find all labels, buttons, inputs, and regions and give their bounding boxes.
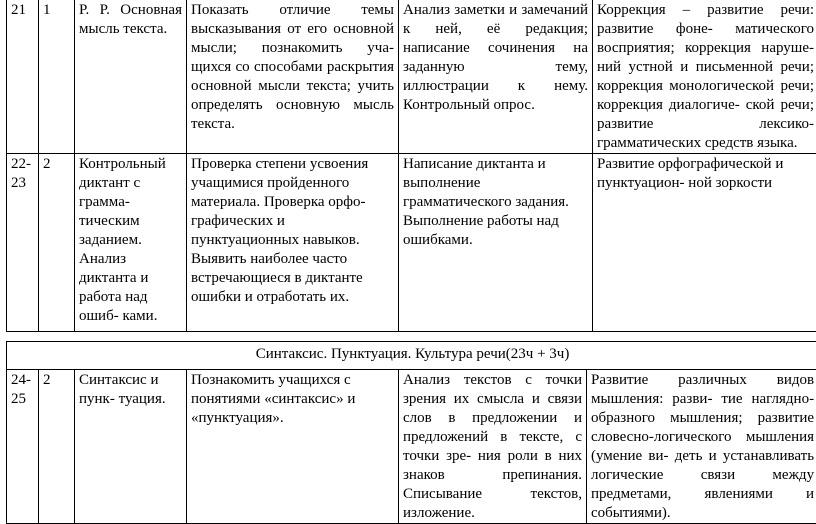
hours-count: 2 <box>39 154 75 332</box>
table-row <box>7 154 816 332</box>
lesson-topic: Контрольный диктант с грамма- тическим заданием. Анализ диктанта и работа над ошиб- ками. <box>75 154 187 332</box>
lesson-topic: Р. Р. Основная мысль текста. <box>75 0 187 154</box>
hours-count: 1 <box>39 0 75 154</box>
correction-work: Развитие орфографической и пунктуацион- ной зоркости <box>593 154 816 332</box>
lesson-activities: Анализ текстов с точки зрения их смысла и связи слов в предложении и предложений в тексте, с точки зре- ния роли в них знаков препинания. Списывание текстов, изложение. <box>399 370 587 524</box>
lesson-activities: Анализ заметки и замечаний к ней, её редакция; написание сочинения на заданную тему, иллюстрации к нему. Контрольный опрос. <box>399 0 593 154</box>
lesson-plan-table-section <box>6 341 816 524</box>
lesson-number: 21 <box>7 0 39 154</box>
lesson-number: 22-23 <box>7 154 39 332</box>
lesson-goals: Показать отличие темы высказывания от его основной мысли; познакомить уча- щихся со способами раскрытия основной мысли текста; учить определять основную мысль текста. <box>187 0 399 154</box>
table-row <box>7 0 816 154</box>
hours-count: 2 <box>39 370 75 524</box>
table-row <box>7 370 816 524</box>
lesson-plan-table <box>6 0 816 332</box>
correction-work: Развитие различных видов мышления: разви- тие наглядно-образного мышления; развитие словесно-логического мышления (умение ви- деть и устанавливать логические связи между предметами, явлениями и событиями). <box>587 370 816 524</box>
lesson-goals: Проверка степени усвоения учащимися пройденного материала. Проверка орфо- графических и пунктуационных навыков. Выявить наиболее часто встречающиеся в диктанте ошибки и отработать их. <box>187 154 399 332</box>
section-title: Синтаксис. Пунктуация. Культура речи(23ч + 3ч) <box>7 342 816 370</box>
lesson-number: 24-25 <box>7 370 39 524</box>
lesson-topic: Синтаксис и пунк- туация. <box>75 370 187 524</box>
lesson-activities: Написание диктанта и выполнение грамматического задания. Выполнение работы над ошибками. <box>399 154 593 332</box>
correction-work: Коррекция – развитие речи: развитие фоне- матического восприятия; коррекция наруше- ний устной и письменной речи; коррекция монологической речи; коррекция диалогиче- ской речи; развитие лексико- грамматических средств языка. <box>593 0 816 154</box>
section-header-row <box>7 342 816 370</box>
lesson-goals: Познакомить учащихся с понятиями «синтаксис» и «пунктуация». <box>187 370 399 524</box>
